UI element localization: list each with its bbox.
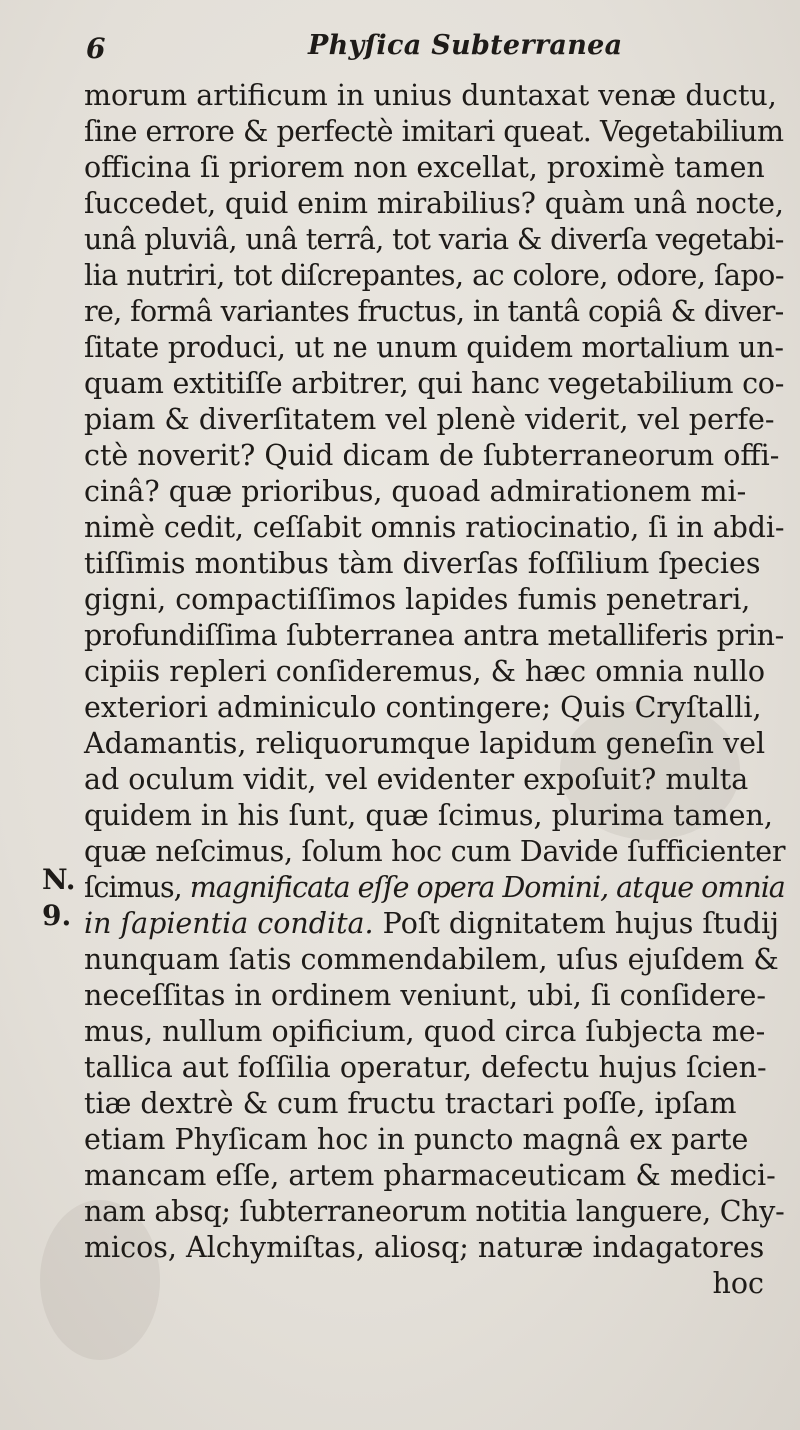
text-line: ctè noverit? Quid dicam de ſubterraneorum offi- (84, 439, 780, 472)
text-line: quam extitiſſe arbitrer, qui hanc vegetabilium co- (84, 367, 785, 400)
margin-note: N. (42, 863, 76, 896)
text-line: piam & diverſitatem vel plenè viderit, vel perfe- (84, 403, 775, 436)
italic-quotation: magnificata eſſe opera Domini, atque omnia (189, 871, 785, 904)
text-line: nimè cedit, ceſſabit omnis ratiocinatio, ſi in abdi- (84, 511, 785, 544)
text-line: ſine errore & perfectè imitari queat. Vegetabilium (84, 115, 784, 148)
text-line (84, 870, 784, 906)
text-line: lia nutriri, tot diſcrepantes, ac colore, odore, ſapo- (84, 259, 784, 292)
text-line: mancam eſſe, artem pharmaceuticam & medici- (84, 1159, 776, 1192)
text-line: gigni, compactiſſimos lapides fumis penetrari, (84, 583, 751, 616)
text-segment: ſcimus, (84, 871, 182, 904)
text-line: tiſſimis montibus tàm diverſas foſſilium ſpecies (84, 547, 761, 580)
text-line: cinâ? quæ prioribus, quoad admirationem mi- (84, 475, 747, 508)
text-line: unâ pluviâ, unâ terrâ, tot varia & diverſa vegetabi- (84, 223, 784, 256)
text-line: morum artificum in unius duntaxat venæ ductu, (84, 79, 777, 112)
margin-note: 9. (42, 899, 72, 932)
body-text (84, 78, 784, 1302)
text-line: ſuccedet, quid enim mirabilius? quàm unâ nocte, (84, 187, 784, 220)
text-line: profundiſſima ſubterranea antra metalliferis prin- (84, 619, 784, 652)
text-line: ad oculum vidit, vel evidenter expoſuit? multa (84, 763, 749, 796)
text-line: quidem in his ſunt, quæ ſcimus, plurima tamen, (84, 799, 773, 832)
text-line: micos, Alchymiſtas, aliosq; naturæ indagatores (84, 1231, 765, 1264)
text-line: neceſſitas in ordinem veniunt, ubi, ſi conſidere- (84, 979, 767, 1012)
text-line: tiæ dextrè & cum fructu tractari poſſe, ipſam (84, 1087, 737, 1120)
text-line: ſitate produci, ut ne unum quidem mortalium un- (84, 331, 784, 364)
text-line: nam absq; ſubterraneorum notitia languere, Chy- (84, 1195, 785, 1228)
text-line: cipiis repleri conſideremus, & hæc omnia nullo (84, 655, 766, 688)
running-title: Phyſica Subterranea (308, 30, 623, 61)
text-line: re, formâ variantes fructus, in tantâ copiâ & diver- (84, 295, 784, 328)
text-line: mus, nullum opificium, quod circa ſubjecta me- (84, 1015, 766, 1048)
page-header (0, 14, 800, 74)
text-line: nunquam ſatis commendabilem, uſus ejuſdem & (84, 943, 779, 976)
text-segment: Poſt dignitatem hujus ſtudij (382, 907, 779, 940)
text-line: quæ neſcimus, ſolum hoc cum Davide ſufficienter (84, 835, 786, 868)
italic-quotation: in ſapientia condita. (84, 907, 374, 940)
page-number: 6 (86, 32, 106, 65)
text-line: tallica aut foſſilia operatur, defectu hujus ſcien- (84, 1051, 767, 1084)
text-line: officina ſi priorem non excellat, proximè tamen (84, 151, 765, 184)
text-line (84, 906, 784, 942)
text-line: etiam Phyſicam hoc in puncto magnâ ex parte (84, 1123, 749, 1156)
text-line: exteriori adminiculo contingere; Quis Cryſtalli, (84, 691, 762, 724)
catchword: hoc (712, 1267, 764, 1300)
text-line: Adamantis, reliquorumque lapidum geneſin vel (84, 727, 766, 760)
